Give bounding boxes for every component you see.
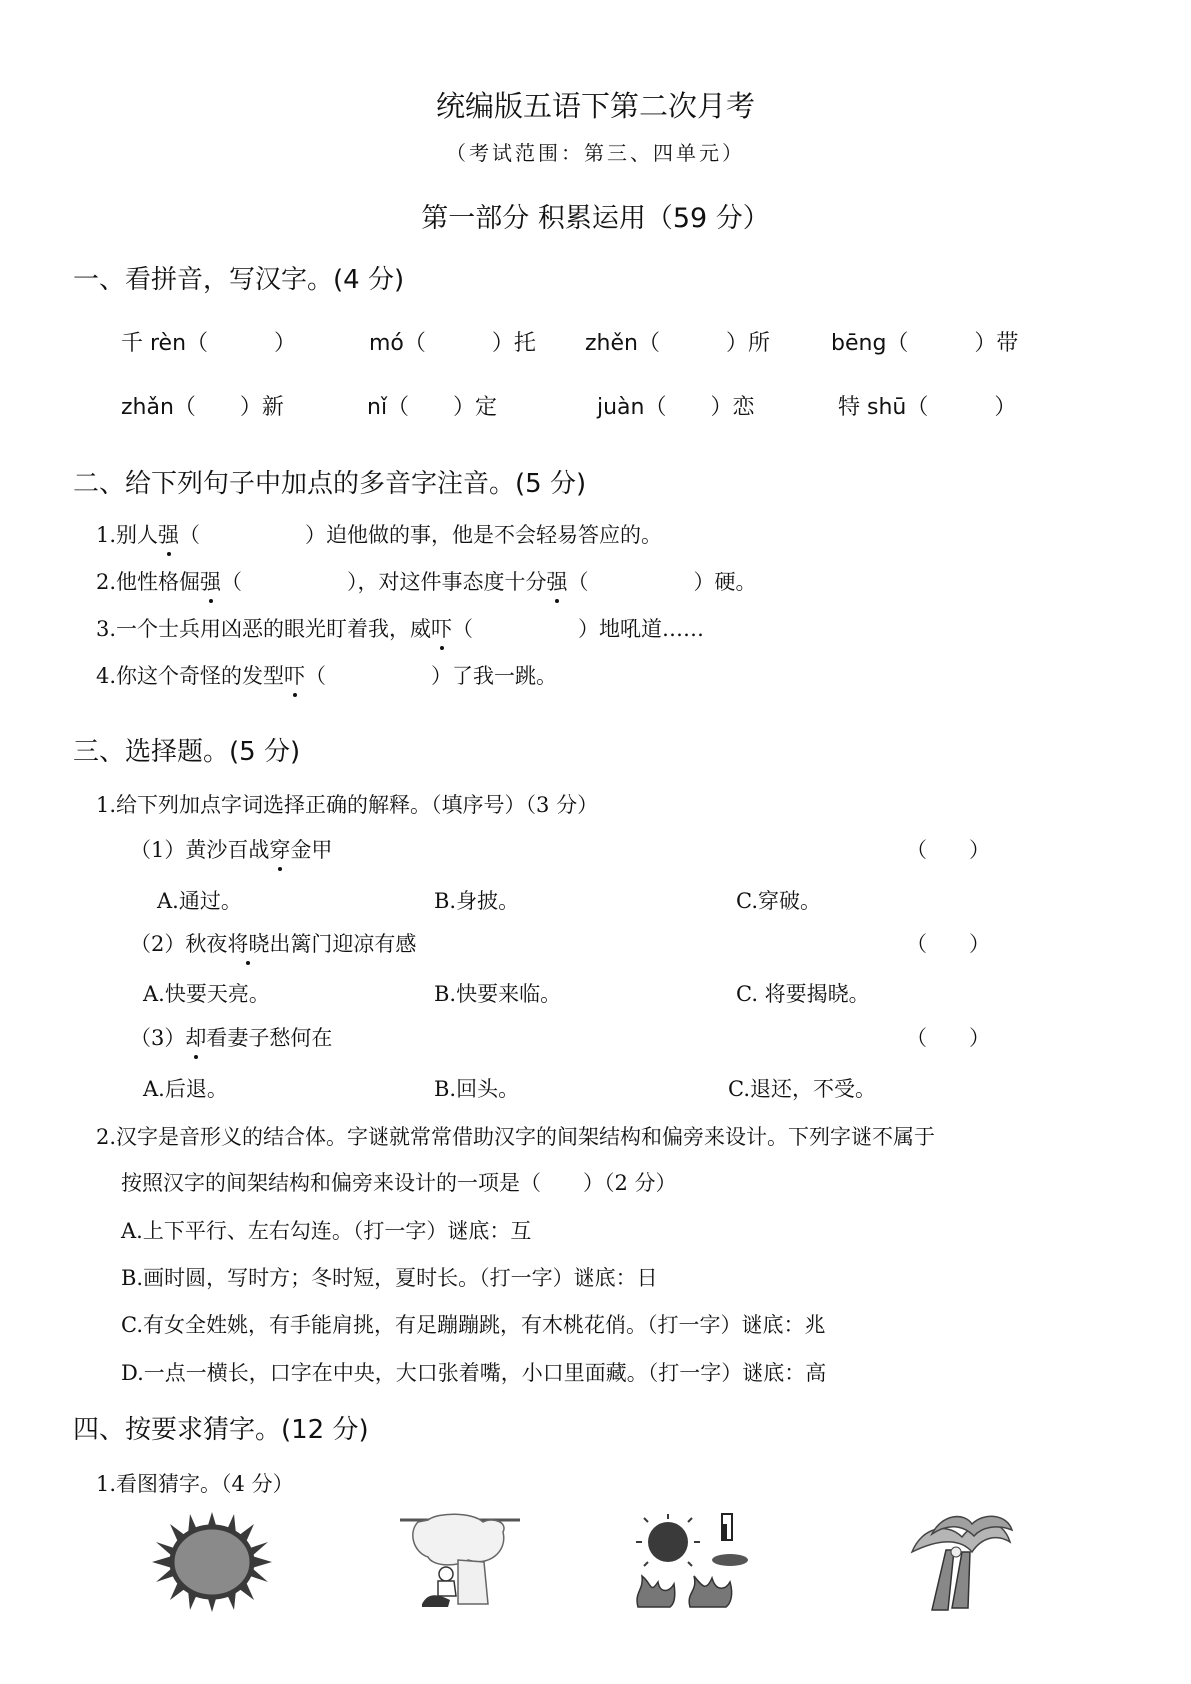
question-item: 3.一个士兵用凶恶的眼光盯着我，威吓（ ）地吼道……	[96, 613, 704, 643]
option: A.后退。	[143, 1077, 228, 1101]
part-heading: 第一部分 积累运用（59 分）	[421, 203, 770, 234]
question-item: 1.别人强（ ）迫他做的事，他是不会轻易答应的。	[96, 519, 662, 549]
pinyin-item: zhǎn（ ）新	[121, 395, 284, 420]
option: C.退还，不受。	[728, 1077, 876, 1101]
option: C.穿破。	[736, 889, 821, 913]
dotted-char: 却	[185, 1022, 206, 1052]
sub-question: （3）却看妻子愁何在	[130, 1022, 332, 1052]
question-stem: 1.给下列加点字词选择正确的解释。（填序号）（3 分）	[96, 793, 599, 817]
exam-scope: （考试范围：第三、四单元）	[446, 141, 745, 165]
dotted-char: 穿	[269, 834, 290, 864]
dotted-char: 强	[158, 519, 179, 549]
dotted-char: 强	[200, 566, 221, 596]
pinyin-item: nǐ（ ）定	[367, 395, 498, 420]
pinyin-item: juàn（ ）恋	[597, 395, 755, 420]
option: C.有女全姓姚，有手能肩挑，有足蹦蹦跳，有木桃花俏。（打一字）谜底：兆	[121, 1313, 826, 1337]
answer-blank: （ ）	[906, 838, 990, 862]
pinyin-item: mó（ ）托	[369, 331, 536, 356]
option: A.快要天亮。	[143, 982, 270, 1006]
option: C. 将要揭晓。	[736, 982, 870, 1006]
dotted-char: 吓	[284, 660, 305, 690]
exam-title: 统编版五语下第二次月考	[435, 89, 755, 123]
section3-heading: 三、选择题。(5 分)	[73, 737, 301, 767]
pinyin-item: 特 shū（ ）	[838, 395, 1017, 420]
palm-trees-picture	[902, 1512, 1022, 1612]
section2-heading: 二、给下列句子中加点的多音字注音。(5 分)	[73, 469, 587, 499]
option: A.上下平行、左右勾连。（打一字）谜底：互	[121, 1219, 532, 1243]
option: B.画时圆，写时方；冬时短，夏时长。（打一字）谜底：日	[121, 1266, 658, 1290]
question-stem: 1.看图猜字。（4 分）	[96, 1472, 294, 1496]
dotted-char: 强	[547, 566, 568, 596]
option: A.通过。	[157, 889, 242, 913]
pinyin-item: zhěn（ ）所	[585, 331, 770, 356]
sun-knife-mouth-fire-picture	[630, 1512, 770, 1612]
sub-question: （2）秋夜将晓出篱门迎凉有感	[130, 928, 416, 958]
sun-picture	[152, 1512, 272, 1612]
sub-question: （1）黄沙百战穿金甲	[130, 834, 332, 864]
option: B.快要来临。	[434, 982, 562, 1006]
pinyin-item: bēng（ ）带	[831, 331, 1019, 356]
option: B.身披。	[434, 889, 520, 913]
question-item: 4.你这个奇怪的发型吓（ ）了我一跳。	[96, 660, 557, 690]
dotted-char: 吓	[431, 613, 452, 643]
question-item: 2.他性格倔强（ ），对这件事态度十分强（ ）硬。	[96, 566, 757, 596]
question-stem: 按照汉字的间架结构和偏旁来设计的一项是（ ）（2 分）	[121, 1171, 677, 1195]
answer-blank: （ ）	[906, 1026, 990, 1050]
section4-heading: 四、按要求猜字。(12 分)	[73, 1415, 369, 1445]
option: D.一点一横长，口字在中央，大口张着嘴，小口里面藏。（打一字）谜底：高	[121, 1361, 827, 1385]
person-under-tree-picture	[398, 1512, 528, 1612]
question-stem: 2.汉字是音形义的结合体。字谜就常常借助汉字的间架结构和偏旁来设计。下列字谜不属于	[96, 1125, 936, 1149]
answer-blank: （ ）	[906, 932, 990, 956]
dotted-char: 将晓	[227, 928, 269, 958]
option: B.回头。	[434, 1077, 520, 1101]
section1-heading: 一、看拼音，写汉字。(4 分)	[73, 265, 405, 295]
pinyin-item: 千 rèn（ ）	[121, 331, 297, 356]
